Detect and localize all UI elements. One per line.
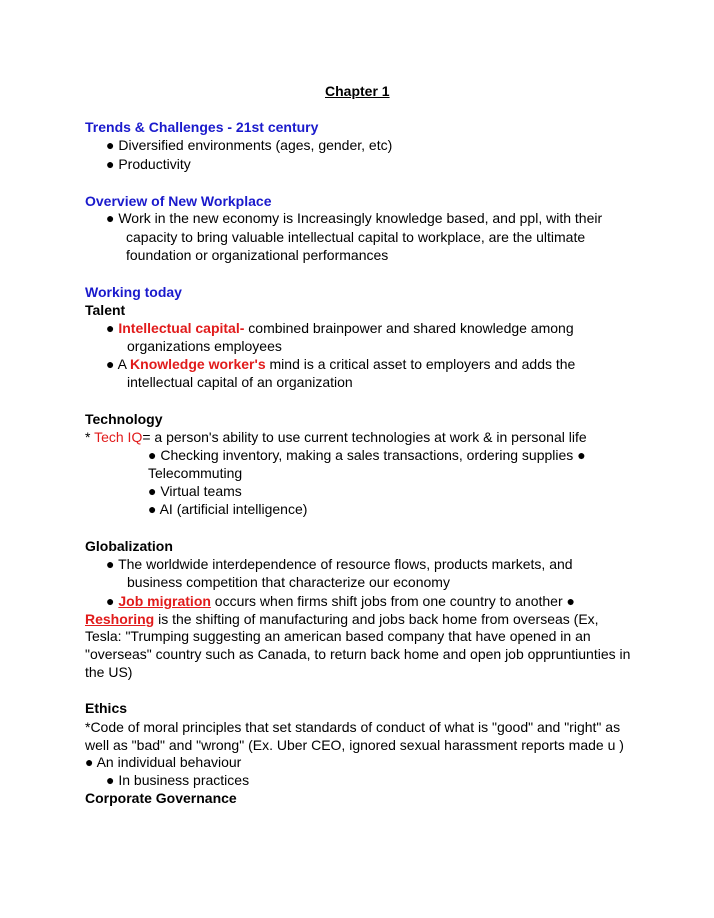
chapter-title: Chapter 1 bbox=[325, 83, 390, 99]
technology-sub-item-1b: Telecommuting bbox=[148, 465, 243, 481]
reshoring-line bbox=[85, 610, 599, 628]
technology-heading: Technology bbox=[85, 411, 163, 427]
knowledge-worker-definition: mind is a critical asset to employers and adds the bbox=[265, 356, 576, 372]
intellectual-capital-term: Intellectual capital- bbox=[118, 320, 245, 336]
technology-sub-item-2: ● Virtual teams bbox=[148, 483, 242, 499]
technology-sub-item-1: ● Checking inventory, making a sales transactions, ordering supplies ● bbox=[148, 447, 586, 463]
ethics-line-2: well as "bad" and "wrong" (Ex. Uber CEO, ignored sexual harassment reports made u ) bbox=[85, 737, 624, 753]
ethics-heading: Ethics bbox=[85, 700, 128, 716]
job-migration-term: Job migration bbox=[118, 593, 211, 609]
bullet: ● bbox=[106, 593, 115, 609]
globalization-heading: Globalization bbox=[85, 538, 173, 554]
knowledge-worker-prefix: ● A bbox=[106, 356, 131, 372]
asterisk: * bbox=[85, 429, 95, 445]
knowledge-worker-line-2: intellectual capital of an organization bbox=[127, 374, 353, 390]
bullet: ● bbox=[106, 320, 115, 336]
globalization-line-2: business competition that characterize our economy bbox=[127, 574, 450, 590]
tech-iq-line bbox=[85, 428, 587, 446]
overview-line-3: foundation or organizational performances bbox=[126, 247, 389, 263]
ethics-line-1: *Code of moral principles that set standards of conduct of what is "good" and "right" as bbox=[85, 719, 621, 735]
knowledge-worker-term: Knowledge worker's bbox=[130, 356, 266, 372]
working-today-heading: Working today bbox=[85, 284, 182, 300]
reshoring-term: Reshoring bbox=[85, 611, 155, 627]
intellectual-capital-line bbox=[106, 319, 574, 337]
globalization-line-6: "overseas" country such as Canada, to return back home and open job oppruntiunties in bbox=[85, 646, 631, 662]
ethics-item-2: ● In business practices bbox=[106, 772, 250, 788]
tech-iq-term: Tech IQ bbox=[94, 429, 143, 445]
corporate-governance-heading: Corporate Governance bbox=[85, 790, 237, 806]
trends-item-2: ● Productivity bbox=[106, 156, 191, 172]
technology-sub-item-3: ● AI (artificial intelligence) bbox=[148, 501, 308, 517]
intellectual-capital-definition: combined brainpower and shared knowledge among bbox=[244, 320, 574, 336]
trends-item-1: ● Diversified environments (ages, gender, etc) bbox=[106, 137, 393, 153]
globalization-line-7: the US) bbox=[85, 664, 133, 680]
overview-line-2: capacity to bring valuable intellectual capital to workplace, are the ultimate bbox=[126, 229, 586, 245]
overview-heading: Overview of New Workplace bbox=[85, 193, 272, 209]
job-migration-definition: occurs when firms shift jobs from one country to another ● bbox=[210, 593, 575, 609]
talent-heading: Talent bbox=[85, 302, 126, 318]
tech-iq-definition: = a person's ability to use current technologies at work & in personal life bbox=[142, 429, 587, 445]
globalization-line-1: ● The worldwide interdependence of resource flows, products markets, and bbox=[106, 556, 573, 572]
reshoring-definition: is the shifting of manufacturing and jobs back home from overseas (Ex, bbox=[154, 611, 599, 627]
intellectual-capital-line-2: organizations employees bbox=[127, 338, 282, 354]
overview-line-1: ● Work in the new economy is Increasingly knowledge based, and ppl, with their bbox=[106, 210, 603, 226]
trends-heading: Trends & Challenges - 21st century bbox=[85, 119, 319, 135]
globalization-line-5: Tesla: "Trumping suggesting an american based company that have opened in an bbox=[85, 628, 591, 644]
job-migration-line bbox=[106, 592, 575, 610]
ethics-item-1: ● An individual behaviour bbox=[85, 754, 242, 770]
knowledge-worker-line bbox=[106, 355, 575, 373]
